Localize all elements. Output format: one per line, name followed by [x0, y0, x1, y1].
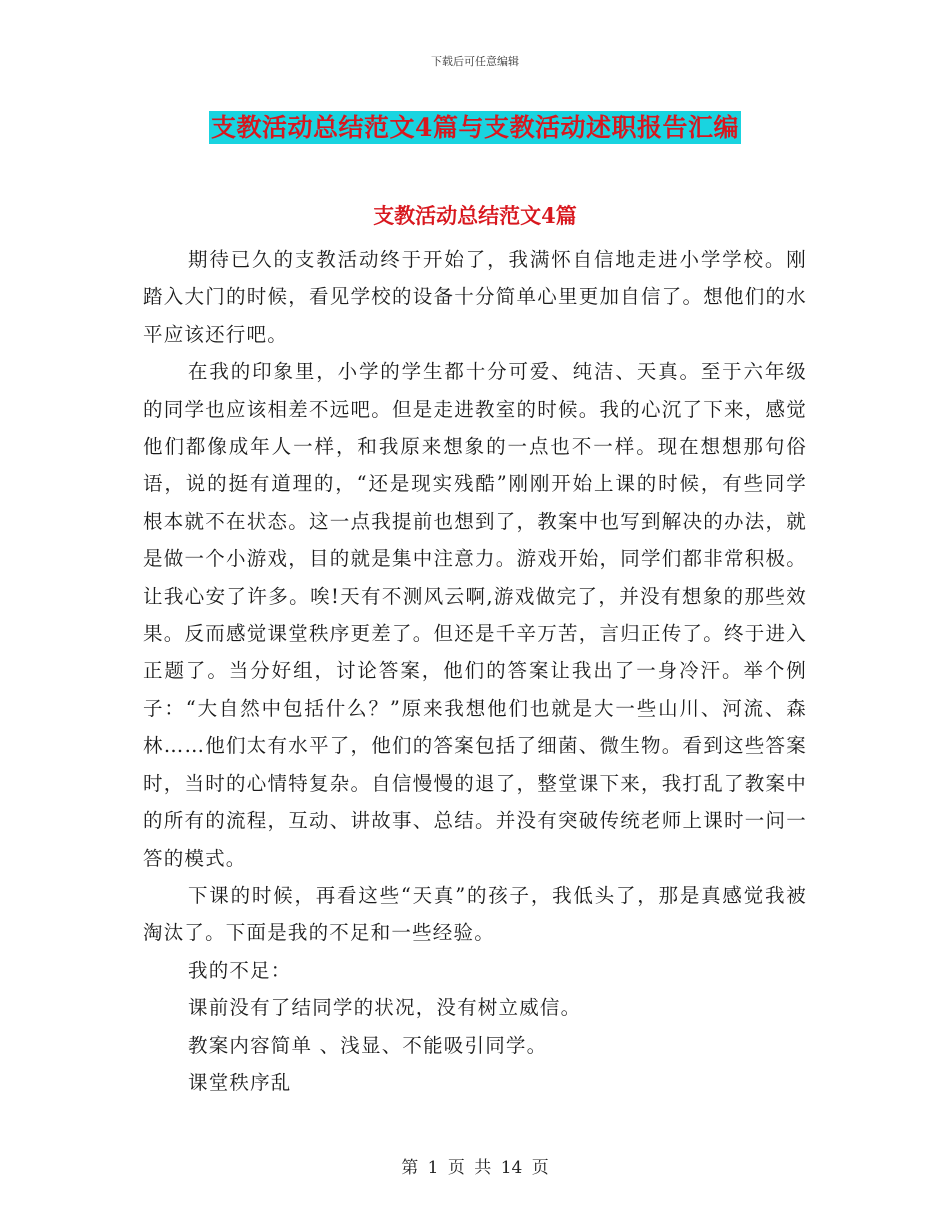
header-note: 下载后可任意编辑	[431, 55, 519, 68]
document-title	[0, 108, 950, 144]
paragraph: 课前没有了结同学的状况，没有树立威信。	[188, 996, 582, 1020]
paragraph: 期待已久的支教活动终于开始了，我满怀自信地走进小学学校。刚踏入大门的时候，看见学校的设备十分简单心里更加自信了。想他们的水平应该还行吧。	[143, 248, 807, 346]
document-body	[143, 241, 807, 1101]
section-title: 支教活动总结范文4篇	[373, 203, 577, 228]
paragraph: 我的不足：	[188, 958, 292, 982]
paragraph: 课堂秩序乱	[188, 1070, 292, 1094]
paragraph: 在我的印象里，小学的学生都十分可爱、纯洁、天真。至于六年级的同学也应该相差不远吧。但是走进教室的时候。我的心沉了下来，感觉他们都像成年人一样，和我原来想象的一点也不一样。现在想想那句俗语，说的挺有道理的，“还是现实残酷”刚刚开始上课的时候，有些同学根本就不在状态。这一点我提前也想到了，教案中也写到解决的办法，就是做一个小游戏，目的就是集中注意力。游戏开始，同学们都非常积极。让我心安了许多。唉!天有不测风云啊,游戏做完了，并没有想象的那些效果。反而感觉课堂秩序更差了。但还是千辛万苦，言归正传了。终于进入正题了。当分好组，讨论答案，他们的答案让我出了一身冷汗。举个例子：“大自然中包括什么？”原来我想他们也就是大一些山川、河流、森林……他们太有水平了，他们的答案包括了细菌、微生物。看到这些答案时，当时的心情特复杂。自信慢慢的退了，整堂课下来，我打乱了教案中的所有的流程，互动、讲故事、总结。并没有突破传统老师上课时一问一答的模式。	[143, 360, 807, 870]
paragraph: 教案内容简单 、浅显、不能吸引同学。	[188, 1033, 548, 1057]
document-title-text: 支教活动总结范文4篇与支教活动述职报告汇编	[211, 113, 739, 142]
paragraph: 下课的时候，再看这些“天真”的孩子，我低头了，那是真感觉我被淘汰了。下面是我的不足和一些经验。	[143, 883, 807, 945]
page-footer: 第 1 页 共 14 页	[401, 1158, 549, 1178]
